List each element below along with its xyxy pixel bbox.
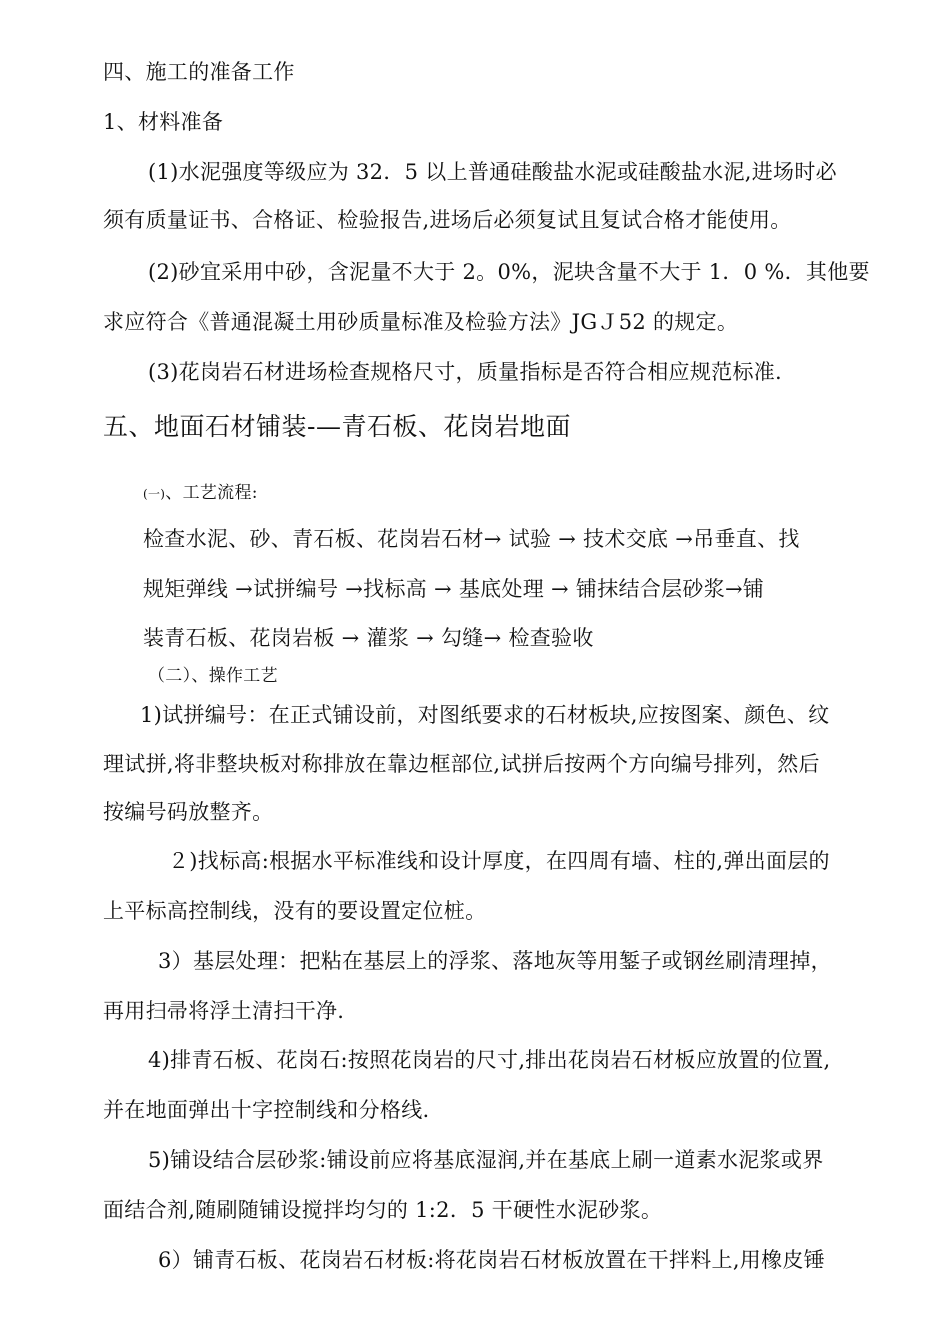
paragraph-sand-line-2: 求应符合《普通混凝土用砂质量标准及检验方法》JGＪ52 的规定。 — [103, 310, 739, 334]
operation-1-line-2: 理试拼,将非整块板对称排放在靠边框部位,试拼后按两个方向编号排列，然后 — [103, 752, 820, 776]
operation-3-line-1: 3）基层处理：把粘在基层上的浮浆、落地灰等用錾子或钢丝刷清理掉， — [158, 949, 832, 973]
paragraph-granite-line-1: (3)花岗岩石材进场检查规格尺寸，质量指标是否符合相应规范标准. — [148, 360, 783, 384]
operation-3-line-2: 再用扫帚将浮土清扫干净. — [103, 999, 345, 1023]
section-5-2-heading: （二）、操作工艺 — [148, 666, 278, 686]
process-flow-line-3: 装青石板、花岗岩板 → 灌浆 → 勾缝→ 检查验收 — [143, 626, 594, 650]
paragraph-sand-line-1: (2)砂宜采用中砂，含泥量不大于 2。0%，泥块含量不大于 1．0 %．其他要 — [148, 260, 870, 284]
process-flow-line-1: 检查水泥、砂、青石板、花岗岩石材→ 试验 → 技术交底 →吊垂直、找 — [143, 527, 800, 551]
section-5-1-title: 、工艺流程: — [165, 483, 258, 503]
operation-1-line-1: 1)试拼编号：在正式铺设前，对图纸要求的石材板块,应按图案、颜色、纹 — [140, 703, 830, 727]
process-flow-line-2: 规矩弹线 →试拼编号 →找标高 → 基底处理 → 铺抹结合层砂浆→铺 — [143, 577, 765, 601]
operation-4-line-2: 并在地面弹出十字控制线和分格线. — [103, 1098, 430, 1122]
operation-5-line-2: 面结合剂,随刷随铺设搅拌均匀的 1:2．5 干硬性水泥砂浆。 — [103, 1198, 663, 1222]
section-5-heading: 五、地面石材铺装-—青石板、花岗岩地面 — [103, 412, 571, 441]
operation-5-line-1: 5)铺设结合层砂浆:铺设前应将基底湿润,并在基底上刷一道素水泥浆或界 — [148, 1148, 824, 1172]
operation-2-line-2: 上平标高控制线，没有的要设置定位桩。 — [103, 899, 487, 923]
paragraph-cement-line-2: 须有质量证书、合格证、检验报告,进场后必须复试且复试合格才能使用。 — [103, 208, 792, 232]
section-5-1-number: (一) — [143, 487, 166, 501]
paragraph-cement-line-1: (1)水泥强度等级应为 32．5 以上普通硅酸盐水泥或硅酸盐水泥,进场时必 — [148, 160, 837, 184]
operation-6-line-1: 6）铺青石板、花岗岩石材板:将花岗岩石材板放置在干拌料上,用橡皮锤 — [158, 1248, 826, 1272]
operation-2-line-1: ２)找标高:根据水平标准线和设计厚度，在四周有墙、柱的,弹出面层的 — [168, 849, 830, 873]
section-5-1-heading — [143, 480, 258, 507]
section-4-heading: 四、施工的准备工作 — [103, 60, 295, 84]
operation-1-line-3: 按编号码放整齐。 — [103, 800, 274, 824]
operation-4-line-1: 4)排青石板、花岗石:按照花岗岩的尺寸,排出花岗岩石材板应放置的位置, — [148, 1048, 831, 1072]
section-4-1-heading: 1、材料准备 — [103, 110, 224, 134]
